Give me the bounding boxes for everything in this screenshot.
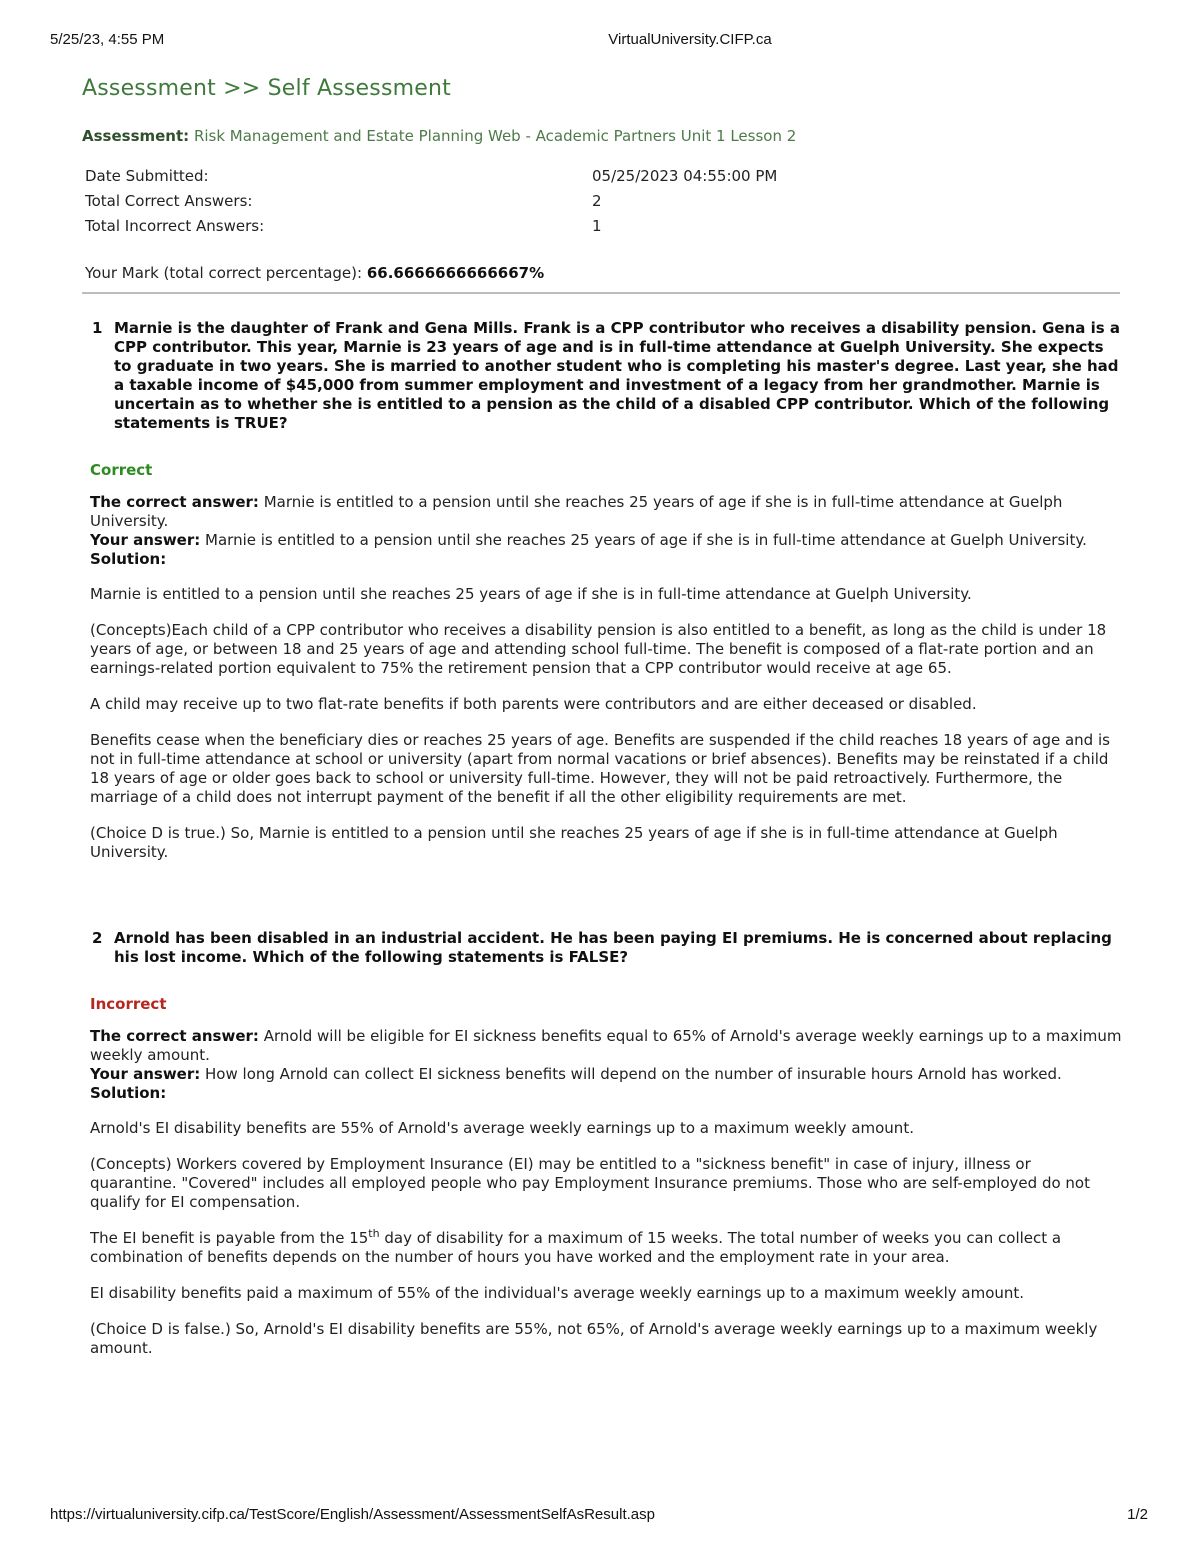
- solution-paragraph: A child may receive up to two flat-rate benefits if both parents were contributors and are either deceased or disabled.: [90, 695, 977, 713]
- solution-paragraph: (Choice D is true.) So, Marnie is entitled to a pension until she reaches 25 years of age if she is in full-time attendance at Guelph University.: [90, 824, 1058, 861]
- your-answer-text: How long Arnold can collect EI sickness benefits will depend on the number of insurable hours Arnold has worked.: [205, 1065, 1062, 1083]
- your-answer-line: [90, 1065, 1122, 1084]
- mark-label: Your Mark (total correct percentage):: [85, 264, 363, 282]
- summary-label: Total Correct Answers:: [85, 192, 253, 210]
- correct-answer-label: The correct answer:: [90, 1027, 259, 1045]
- answer-block: [90, 1027, 1122, 1103]
- ordinal-suffix: th: [368, 1227, 380, 1240]
- solution-paragraph: Benefits cease when the beneficiary dies or reaches 25 years of age. Benefits are suspended if the child reaches 18 years of age and is not in full-time attendance at school or university (apart from normal vacations or brief absences). Benefits may be reinstated if a child 18 years of age or older goes back to school or university full-time. However, they will not be paid retroactively. Furthermore, the marriage of a child does not interrupt payment of the benefit if all the other eligibility requirements are met.: [90, 731, 1110, 806]
- print-datetime: 5/25/23, 4:55 PM: [50, 31, 165, 48]
- summary-value: 2: [592, 192, 602, 210]
- solution-paragraph: (Concepts) Workers covered by Employment Insurance (EI) may be entitled to a "sickness benefit" in case of injury, illness or quarantine. "Covered" includes all employed people who pay Employment Insurance premiums. Those who are self-employed do not qualify for EI compensation.: [90, 1155, 1090, 1211]
- print-url: https://virtualuniversity.cifp.ca/TestScore/English/Assessment/AssessmentSelfAsResult.asp: [50, 1506, 655, 1523]
- mark-value: 66.6666666666667%: [366, 264, 545, 282]
- solution-label: Solution:: [90, 1084, 167, 1102]
- question-1: [82, 319, 1122, 433]
- question-text: Marnie is the daughter of Frank and Gena Mills. Frank is a CPP contributor who receives a disability pension. Gena is a CPP contributor. This year, Marnie is 23 years of age and is in full-time attendance at Guelph University. She expects to graduate in two years. She is married to another student who is completing his master's degree. Last year, she had a taxable income of $45,000 from summer employment and investment of a legacy from her grandmother. Marnie is uncertain as to whether she is entitled to a pension as the child of a disabled CPP contributor. Which of the following statements is TRUE?: [114, 319, 1120, 432]
- result-status: Correct: [90, 461, 153, 479]
- correct-answer-line: [90, 1027, 1122, 1065]
- solution-paragraph: EI disability benefits paid a maximum of 55% of the individual's average weekly earnings up to a maximum weekly amount.: [90, 1284, 1025, 1302]
- your-answer-label: Your answer:: [90, 531, 201, 549]
- page-title: Assessment >> Self Assessment: [82, 76, 451, 101]
- assessment-label: Assessment:: [82, 127, 190, 145]
- solution-text: day of disability for a maximum of 15 weeks. The total number of weeks you can collect a combination of benefits depends on the number of hours you have worked and the employment rate in your area.: [90, 1229, 1062, 1266]
- question-number: 2: [92, 929, 103, 947]
- assessment-name-line: [82, 127, 1122, 145]
- result-status: Incorrect: [90, 995, 167, 1013]
- summary-label: Date Submitted:: [85, 167, 209, 185]
- answer-block: [90, 493, 1122, 569]
- question-text: Arnold has been disabled in an industrial accident. He has been paying EI premiums. He is concerned about replacing his lost income. Which of the following statements is FALSE?: [114, 929, 1112, 966]
- your-answer-label: Your answer:: [90, 1065, 201, 1083]
- summary-value: 05/25/2023 04:55:00 PM: [592, 167, 778, 185]
- solution-paragraph: Arnold's EI disability benefits are 55% of Arnold's average weekly earnings up to a maximum weekly amount.: [90, 1119, 914, 1137]
- summary-row: [85, 217, 777, 242]
- your-answer-text: Marnie is entitled to a pension until she reaches 25 years of age if she is in full-time attendance at Guelph University.: [205, 531, 1087, 549]
- correct-answer-line: [90, 493, 1122, 531]
- print-site-name: VirtualUniversity.CIFP.ca: [608, 31, 772, 48]
- summary-table: [85, 167, 777, 242]
- correct-answer-text: Marnie is entitled to a pension until she reaches 25 years of age if she is in full-time attendance at Guelph University.: [90, 493, 1063, 530]
- correct-answer-text: Arnold will be eligible for EI sickness benefits equal to 65% of Arnold's average weekly earnings up to a maximum weekly amount.: [90, 1027, 1122, 1064]
- question-2: [82, 929, 1122, 967]
- your-answer-line: [90, 531, 1122, 550]
- mark-line: [85, 264, 1122, 282]
- question-number: 1: [92, 319, 103, 337]
- print-page-number: 1/2: [1127, 1506, 1148, 1523]
- summary-label: Total Incorrect Answers:: [85, 217, 265, 235]
- solution-paragraph: Marnie is entitled to a pension until she reaches 25 years of age if she is in full-time attendance at Guelph University.: [90, 585, 972, 603]
- summary-row: [85, 167, 777, 192]
- solution-paragraph: (Concepts)Each child of a CPP contributor who receives a disability pension is also entitled to a benefit, as long as the child is under 18 years of age, or between 18 and 25 years of age and attending school full-time. The benefit is composed of a flat-rate portion and an earnings-related portion equivalent to 75% the retirement pension that a CPP contributor would receive at age 65.: [90, 621, 1107, 677]
- solution-paragraph: [90, 1229, 1122, 1267]
- page-content: [82, 76, 1122, 1358]
- solution-text: The EI benefit is payable from the 15: [90, 1229, 369, 1247]
- solution-paragraph: (Choice D is false.) So, Arnold's EI disability benefits are 55%, not 65%, of Arnold's average weekly earnings up to a maximum weekly amount.: [90, 1320, 1098, 1357]
- assessment-name: Risk Management and Estate Planning Web - Academic Partners Unit 1 Lesson 2: [193, 127, 797, 145]
- solution-label: Solution:: [90, 550, 167, 568]
- section-divider: [82, 292, 1120, 294]
- summary-value: 1: [592, 217, 602, 235]
- summary-row: [85, 192, 777, 217]
- correct-answer-label: The correct answer:: [90, 493, 259, 511]
